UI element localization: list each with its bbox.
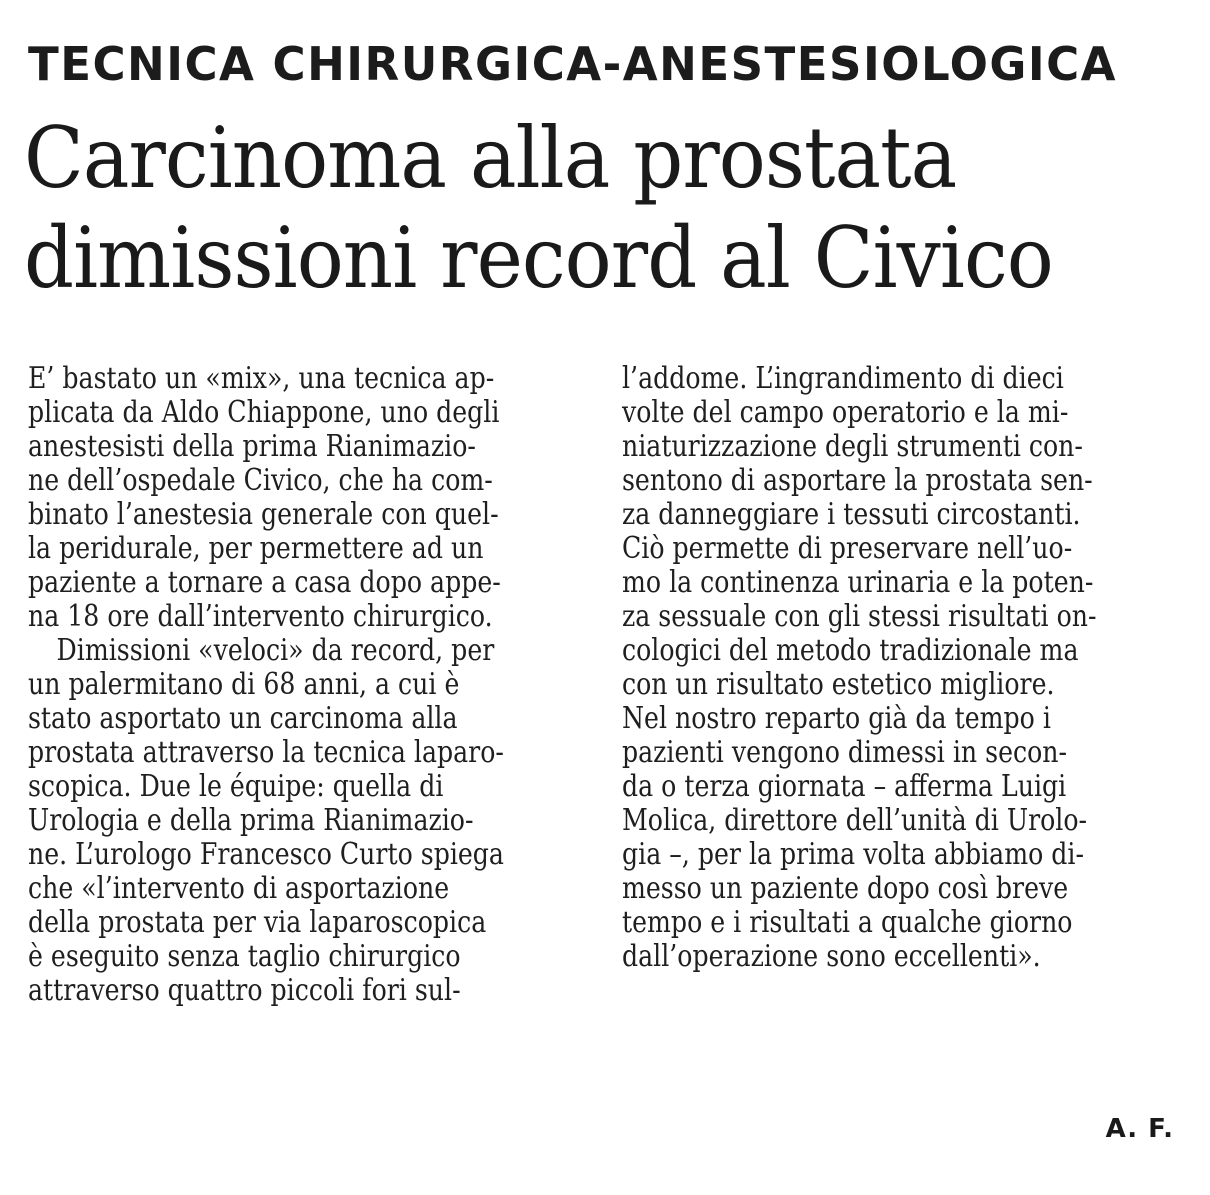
headline-line: dimissioni record al Civico	[24, 209, 1053, 307]
text-line: Dimissioni «veloci» da record, per	[56, 633, 495, 668]
text-line: mo la continenza urinaria e la poten-	[622, 565, 1094, 600]
text-line: tempo e i risultati a qualche giorno	[622, 905, 1073, 940]
text-line: della prostata per via laparoscopica	[28, 905, 487, 940]
text-line: za sessuale con gli stessi risultati on-	[622, 599, 1097, 634]
text-line: ne dell’ospedale Civico, che ha com-	[28, 463, 493, 498]
text-line: gia –, per la prima volta abbiamo di-	[622, 837, 1084, 872]
text-line: binato l’anestesia generale con quel-	[28, 497, 499, 532]
text-line: attraverso quattro piccoli fori sul-	[28, 973, 461, 1008]
text-line: la peridurale, per permettere ad un	[28, 531, 484, 566]
text-line: Nel nostro reparto già da tempo i	[622, 701, 1051, 736]
author-byline: A. F.	[1105, 1114, 1174, 1144]
text-line: E’ bastato un «mix», una tecnica ap-	[28, 361, 495, 396]
text-line: cologici del metodo tradizionale ma	[622, 633, 1079, 668]
text-line: pazienti vengono dimessi in secon-	[622, 735, 1068, 770]
text-line: za danneggiare i tessuti circostanti.	[622, 497, 1081, 532]
text-line: Urologia e della prima Rianimazio-	[28, 803, 474, 838]
text-line: dall’operazione sono eccellenti».	[622, 939, 1041, 974]
text-line: con un risultato estetico migliore.	[622, 667, 1055, 702]
text-line: Molica, direttore dell’unità di Urolo-	[622, 803, 1088, 838]
text-line: prostata attraverso la tecnica laparo-	[28, 735, 504, 770]
text-line: che «l’intervento di asportazione	[28, 871, 450, 906]
text-line: stato asportato un carcinoma alla	[28, 701, 458, 736]
right-column	[622, 362, 1182, 974]
text-line: un palermitano di 68 anni, a cui è	[28, 667, 460, 702]
text-line: plicata da Aldo Chiappone, uno degli	[28, 395, 500, 430]
headline	[24, 108, 1194, 308]
text-line: niaturizzazione degli strumenti con-	[622, 429, 1083, 464]
text-line: è eseguito senza taglio chirurgico	[28, 939, 461, 974]
left-column	[28, 362, 588, 1008]
text-line: ne. L’urologo Francesco Curto spiega	[28, 837, 504, 872]
text-line: paziente a tornare a casa dopo appe-	[28, 565, 501, 600]
text-line: da o terza giornata – afferma Luigi	[622, 769, 1067, 804]
text-line: scopica. Due le équipe: quella di	[28, 769, 444, 804]
text-line: messo un paziente dopo così breve	[622, 871, 1069, 906]
text-line: anestesisti della prima Rianimazio-	[28, 429, 476, 464]
section-kicker: TECNICA CHIRURGICA-ANESTESIOLOGICA	[28, 37, 1118, 91]
text-line: l’addome. L’ingrandimento di dieci	[622, 361, 1064, 396]
text-line: volte del campo operatorio e la mi-	[622, 395, 1069, 430]
text-line: na 18 ore dall’intervento chirurgico.	[28, 599, 493, 634]
text-line: sentono di asportare la prostata sen-	[622, 463, 1093, 498]
headline-line: Carcinoma alla prostata	[24, 109, 957, 207]
text-line: Ciò permette di preservare nell’uo-	[622, 531, 1073, 566]
